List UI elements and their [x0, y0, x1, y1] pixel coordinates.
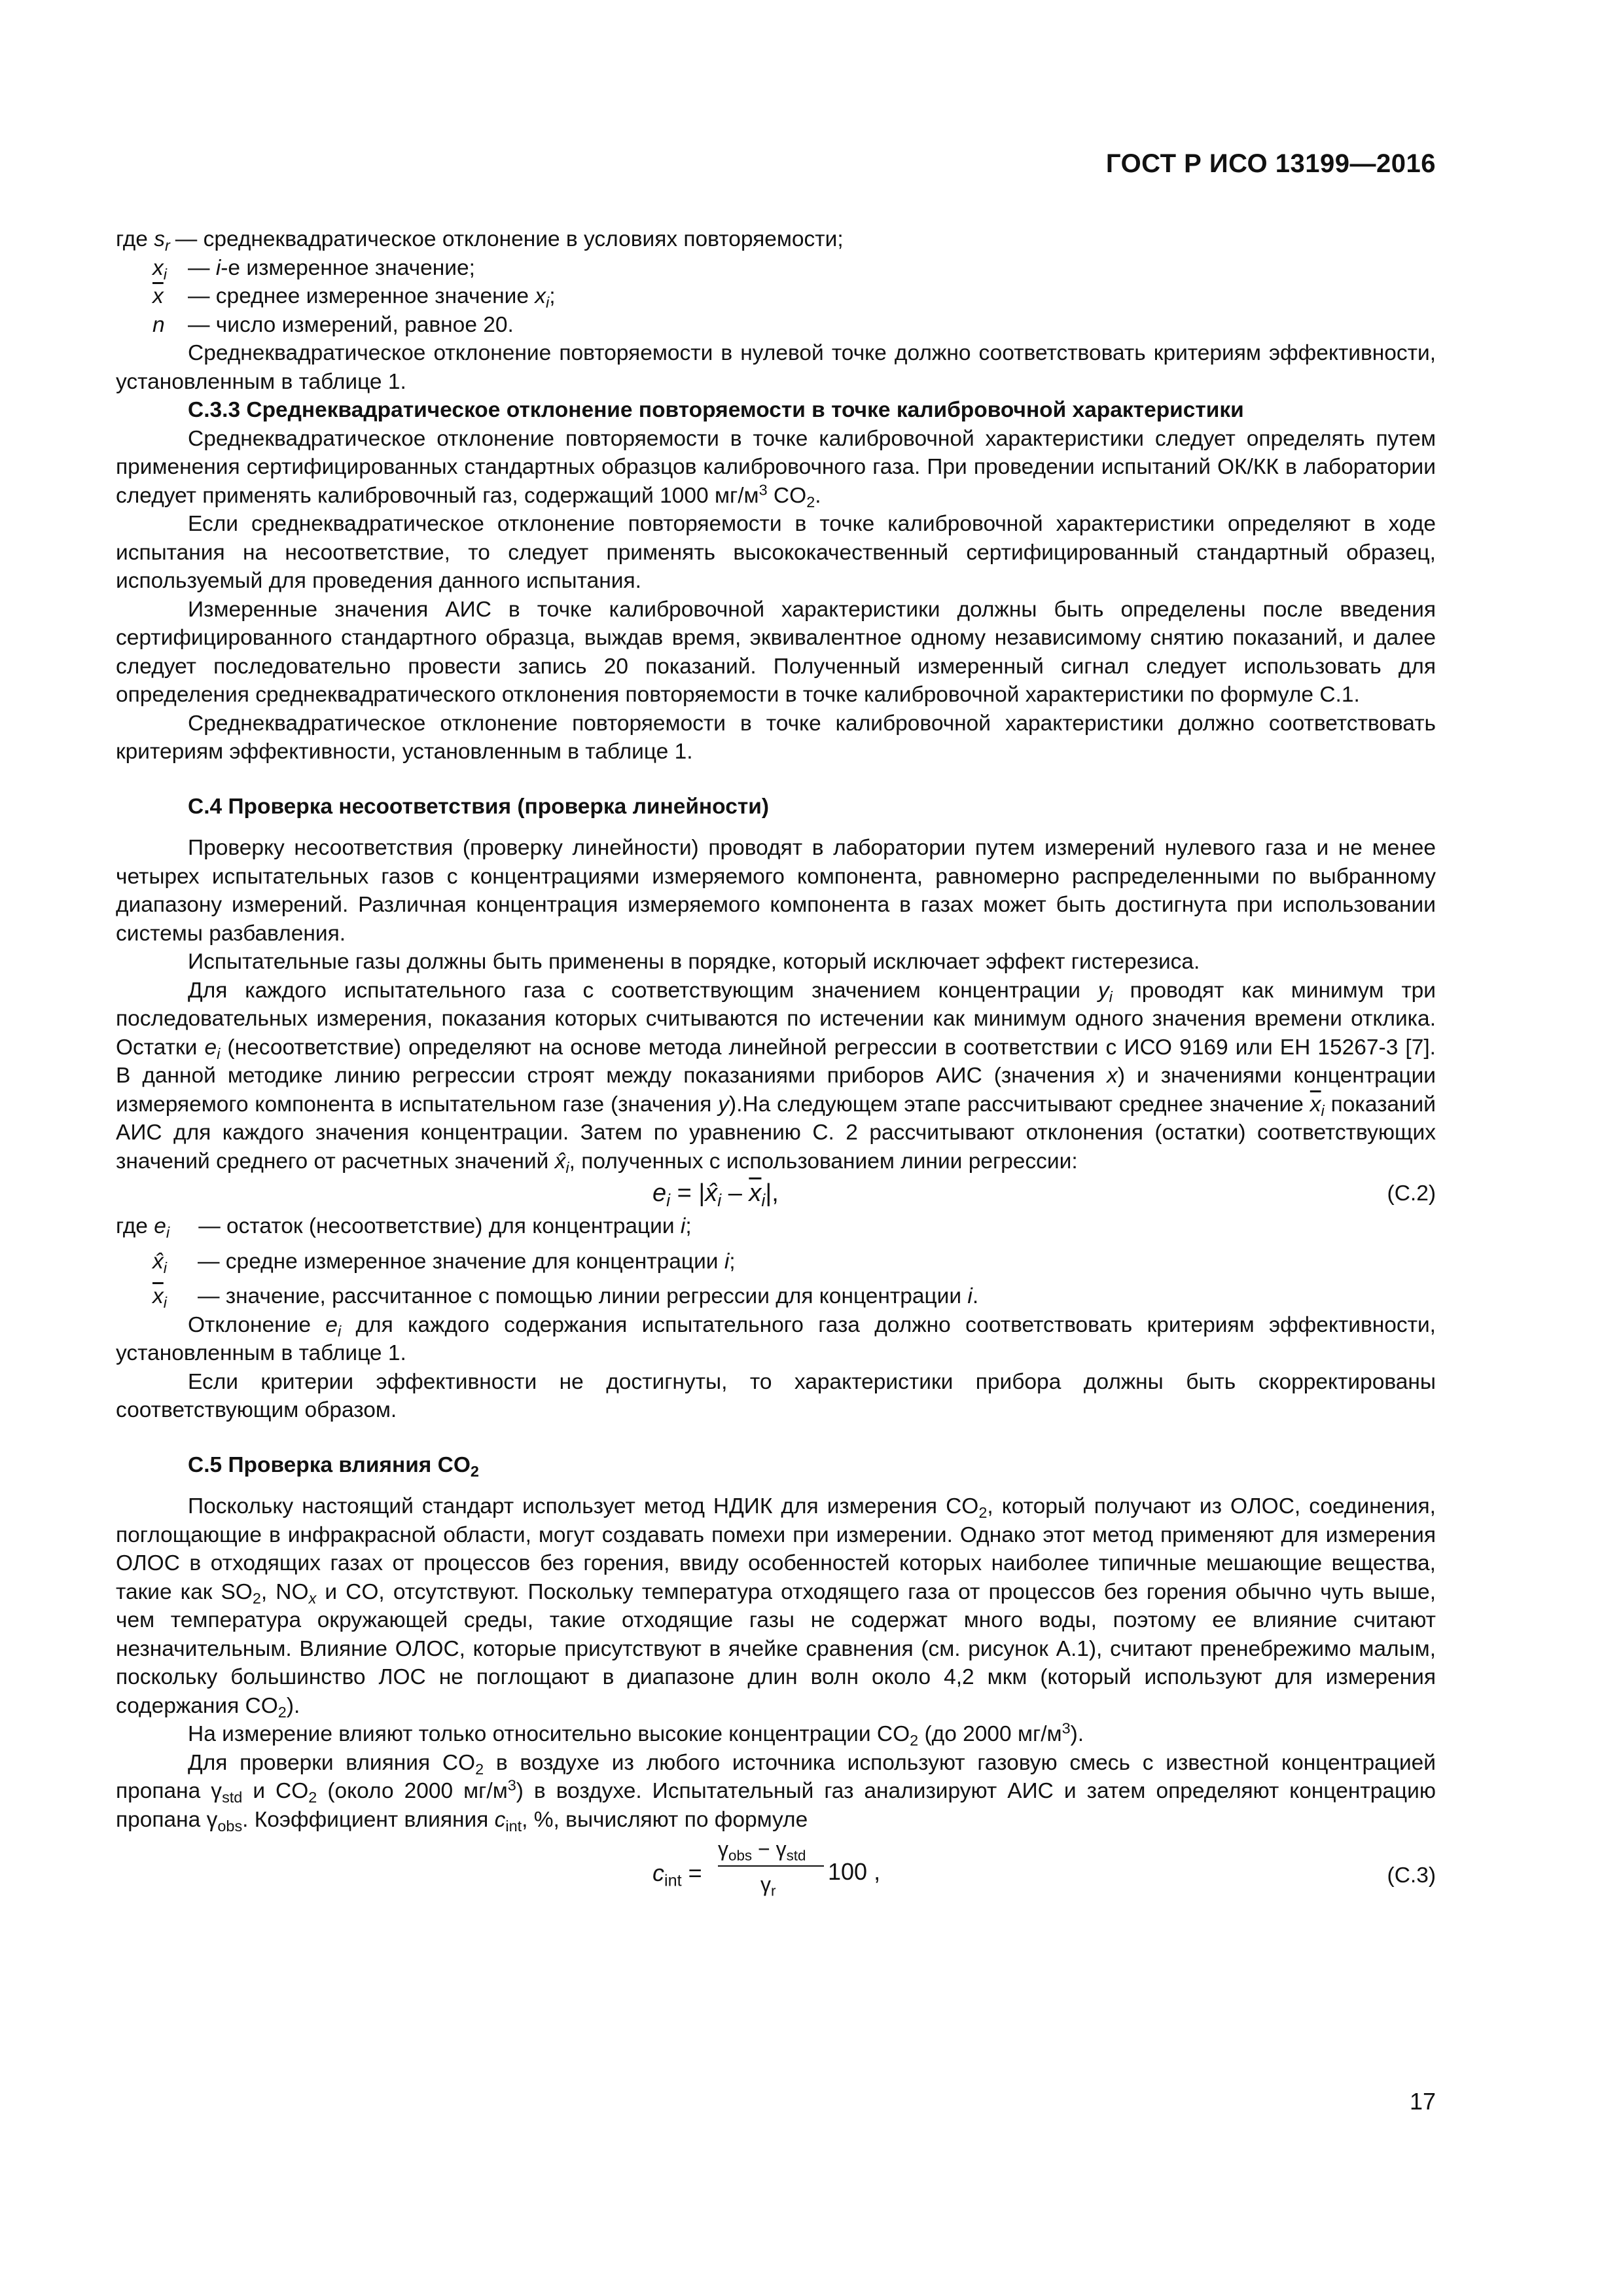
- definition-text: — i-е измеренное значение;: [188, 255, 475, 280]
- definition-text: — среднеквадратическое отклонение в условиях повторяемости;: [175, 227, 844, 251]
- paragraph: Для каждого испытательного газа с соответствующим значением концентрации $y_i$ проводят как минимум три последовательных измерения, показания которых считываются по истечении как минимум одного значения времени отклика. Остатки $e_i$ (несоответствие) определяют на основе метода линейной регрессии в соответствии с ИСО 9169 или ЕН 15267-3 [7]. В данной методике линию регрессии строят между показаниями приборов АИС (значения x) и значениями концентрации измеряемого компонента в испытательном газе (значения y).На следующем этапе рассчитывают среднее значение $\overline{x}_i$ показаний АИС для каждого значения концентрации. Затем по уравнению С. 2 рассчитывают отклонения (остатки) соответствующих значений среднего от расчетных значений $x̂_i$, полученных с использованием линии регрессии:: [116, 978, 1436, 1176]
- formula-number: (С.2): [1387, 1181, 1436, 1206]
- definition-row: [116, 225, 1436, 254]
- definition-symbol: $\overline{x}$: [152, 284, 164, 308]
- definition-text: — остаток (несоответствие) для концентрации i;: [198, 1214, 692, 1238]
- paragraph: Для проверки влияния $CO_2$ в воздухе из любого источника используют газовую смесь с известной концентрацией пропана $\gamma_{std}$ и $CO_2$ (около 2000 $мг/м^3$) в воздухе. Испытательный газ анализируют АИС и затем определяют концентрацию пропана $\gamma_{obs}$. Коэффициент влияния $c_{int}$, %, вычисляют по формуле: [116, 1750, 1436, 1835]
- formula-c2: [116, 1175, 1436, 1212]
- section-heading-c5: С.5 Проверка влияния $CO_2$: [188, 1452, 479, 1480]
- paragraph: Если критерии эффективности не достигнуты, то характеристики прибора должны быть скорректированы соответствующим образом.: [116, 1369, 1436, 1422]
- formula-lhs: $c_{int}$ =: [652, 1859, 702, 1890]
- formula-numerator: $\gamma_{obs} - \gamma_{std}$: [718, 1837, 806, 1864]
- paragraph: Среднеквадратическое отклонение повторяемости в точке калибровочной характеристики должно соответствовать критериям эффективности, установленным в таблице 1.: [116, 711, 1436, 764]
- page-content: [116, 225, 1436, 1906]
- paragraph: Среднеквадратическое отклонение повторяемости в нулевой точке должно соответствовать критериям эффективности, установленным в таблице 1.: [116, 341, 1436, 394]
- formula-denominator: $\gamma_r$: [760, 1873, 776, 1899]
- fraction-bar: [718, 1865, 824, 1867]
- definition-symbol: $\overline{x}_i$: [152, 1284, 167, 1312]
- paragraph: Измеренные значения АИС в точке калибровочной характеристики должны быть определены после введения сертифицированного стандартного образца, выждав время, эквивалентное одному независимому снятию показаний, и далее следует последовательно провести запись 20 показаний. Полученный измеренный сигнал следует использовать для определения среднеквадратического отклонения повторяемости в точке калибровочной характеристики по формуле С.1.: [116, 597, 1436, 707]
- definition-text: — среднее измеренное значение $x_i$;: [188, 284, 556, 312]
- definition-symbol: $x̂_i$: [152, 1249, 167, 1276]
- paragraph: Среднеквадратическое отклонение повторяемости в точке калибровочной характеристики следует определять путем применения сертифицированных стандартных образцов калибровочного газа. При проведении испытаний ОК/КК в лаборатории следует применять калибровочный газ, содержащий 1000 $мг/м^3$ $CO_2$.: [116, 426, 1436, 511]
- definition-row: [116, 1282, 1436, 1311]
- section-heading-c4: С.4 Проверка несоответствия (проверка линейности): [188, 794, 769, 819]
- definition-lead: где: [116, 1214, 148, 1238]
- paragraph: Поскольку настоящий стандарт использует метод НДИК для измерения $CO_2$, который получают из ОЛОС, соединения, поглощающие в инфракрасной области, могут создавать помехи при измерении. Однако этот метод применяют для измерения ОЛОС в отходящих газах от процессов без горения, ввиду особенностей которых наиболее типичные мешающие вещества, такие как $SO_2$, $NO_x$ и CO, отсутствуют. Поскольку температура отходящего газа от процессов без горения обычно чуть выше, чем температура окружающей среды, такие отходящие газы не содержат много воды, поэтому ее влияние считают незначительным. Влияние ОЛОС, которые присутствуют в ячейке сравнения (см. рисунок А.1), считают пренебрежимо малым, поскольку большинство ЛОС не поглощают в диапазоне длин волн около 4,2 мкм (который используют для измерения содержания $CO_2$).: [116, 1494, 1436, 1721]
- paragraph: На измерение влияют только относительно высокие концентрации $CO_2$ (до 2000 $мг/м^3$).: [188, 1719, 1084, 1749]
- paragraph: Отклонение $e_i$ для каждого содержания испытательного газа должно соответствовать критериям эффективности, установленным в таблице 1.: [116, 1312, 1436, 1365]
- section-heading-c33: С.3.3 Среднеквадратическое отклонение повторяемости в точке калибровочной характеристики: [188, 398, 1244, 422]
- definition-text: — средне измеренное значение для концентрации i;: [198, 1249, 736, 1274]
- formula-multiplier: 100 ,: [828, 1858, 881, 1885]
- paragraph: Испытательные газы должны быть применены в порядке, который исключает эффект гистерезиса.: [188, 950, 1200, 974]
- document-header: ГОСТ Р ИСО 13199—2016: [1105, 149, 1436, 178]
- formula-c3: [116, 1834, 1436, 1906]
- page-number: 17: [1409, 2088, 1436, 2115]
- definition-row: [116, 311, 1436, 340]
- definition-symbol: $s_r$: [154, 227, 170, 255]
- definition-row: [116, 282, 1436, 311]
- definition-row: [116, 1212, 1436, 1241]
- paragraph: Если среднеквадратическое отклонение повторяемости в точке калибровочной характеристики определяют в ходе испытания на несоответствие, то следует применять высококачественный сертифицированный стандартный образец, используемый для проведения данного испытания.: [116, 512, 1436, 593]
- definition-symbol: $e_i$: [154, 1214, 170, 1242]
- definition-symbol: n: [152, 312, 165, 337]
- definition-text: — значение, рассчитанное с помощью линии регрессии для концентрации i.: [198, 1284, 979, 1308]
- definition-text: — число измерений, равное 20.: [188, 312, 514, 337]
- definition-row: [116, 1247, 1436, 1276]
- definition-symbol: $x_i$: [152, 255, 167, 283]
- definition-lead: где: [116, 227, 148, 251]
- definition-row: [116, 254, 1436, 283]
- paragraph: Проверку несоответствия (проверку линейности) проводят в лаборатории путем измерений нулевого газа и не менее четырех испытательных газов с концентрациями измеряемого компонента, равномерно распределенными по выбранному диапазону измерений. Различная концентрация измеряемого компонента в газах может быть достигнута при использовании системы разбавления.: [116, 836, 1436, 946]
- formula-expression: $e_i$ = $|x̂_i - \overline{x}_i|$,: [652, 1179, 779, 1210]
- formula-number: (С.3): [1387, 1863, 1436, 1888]
